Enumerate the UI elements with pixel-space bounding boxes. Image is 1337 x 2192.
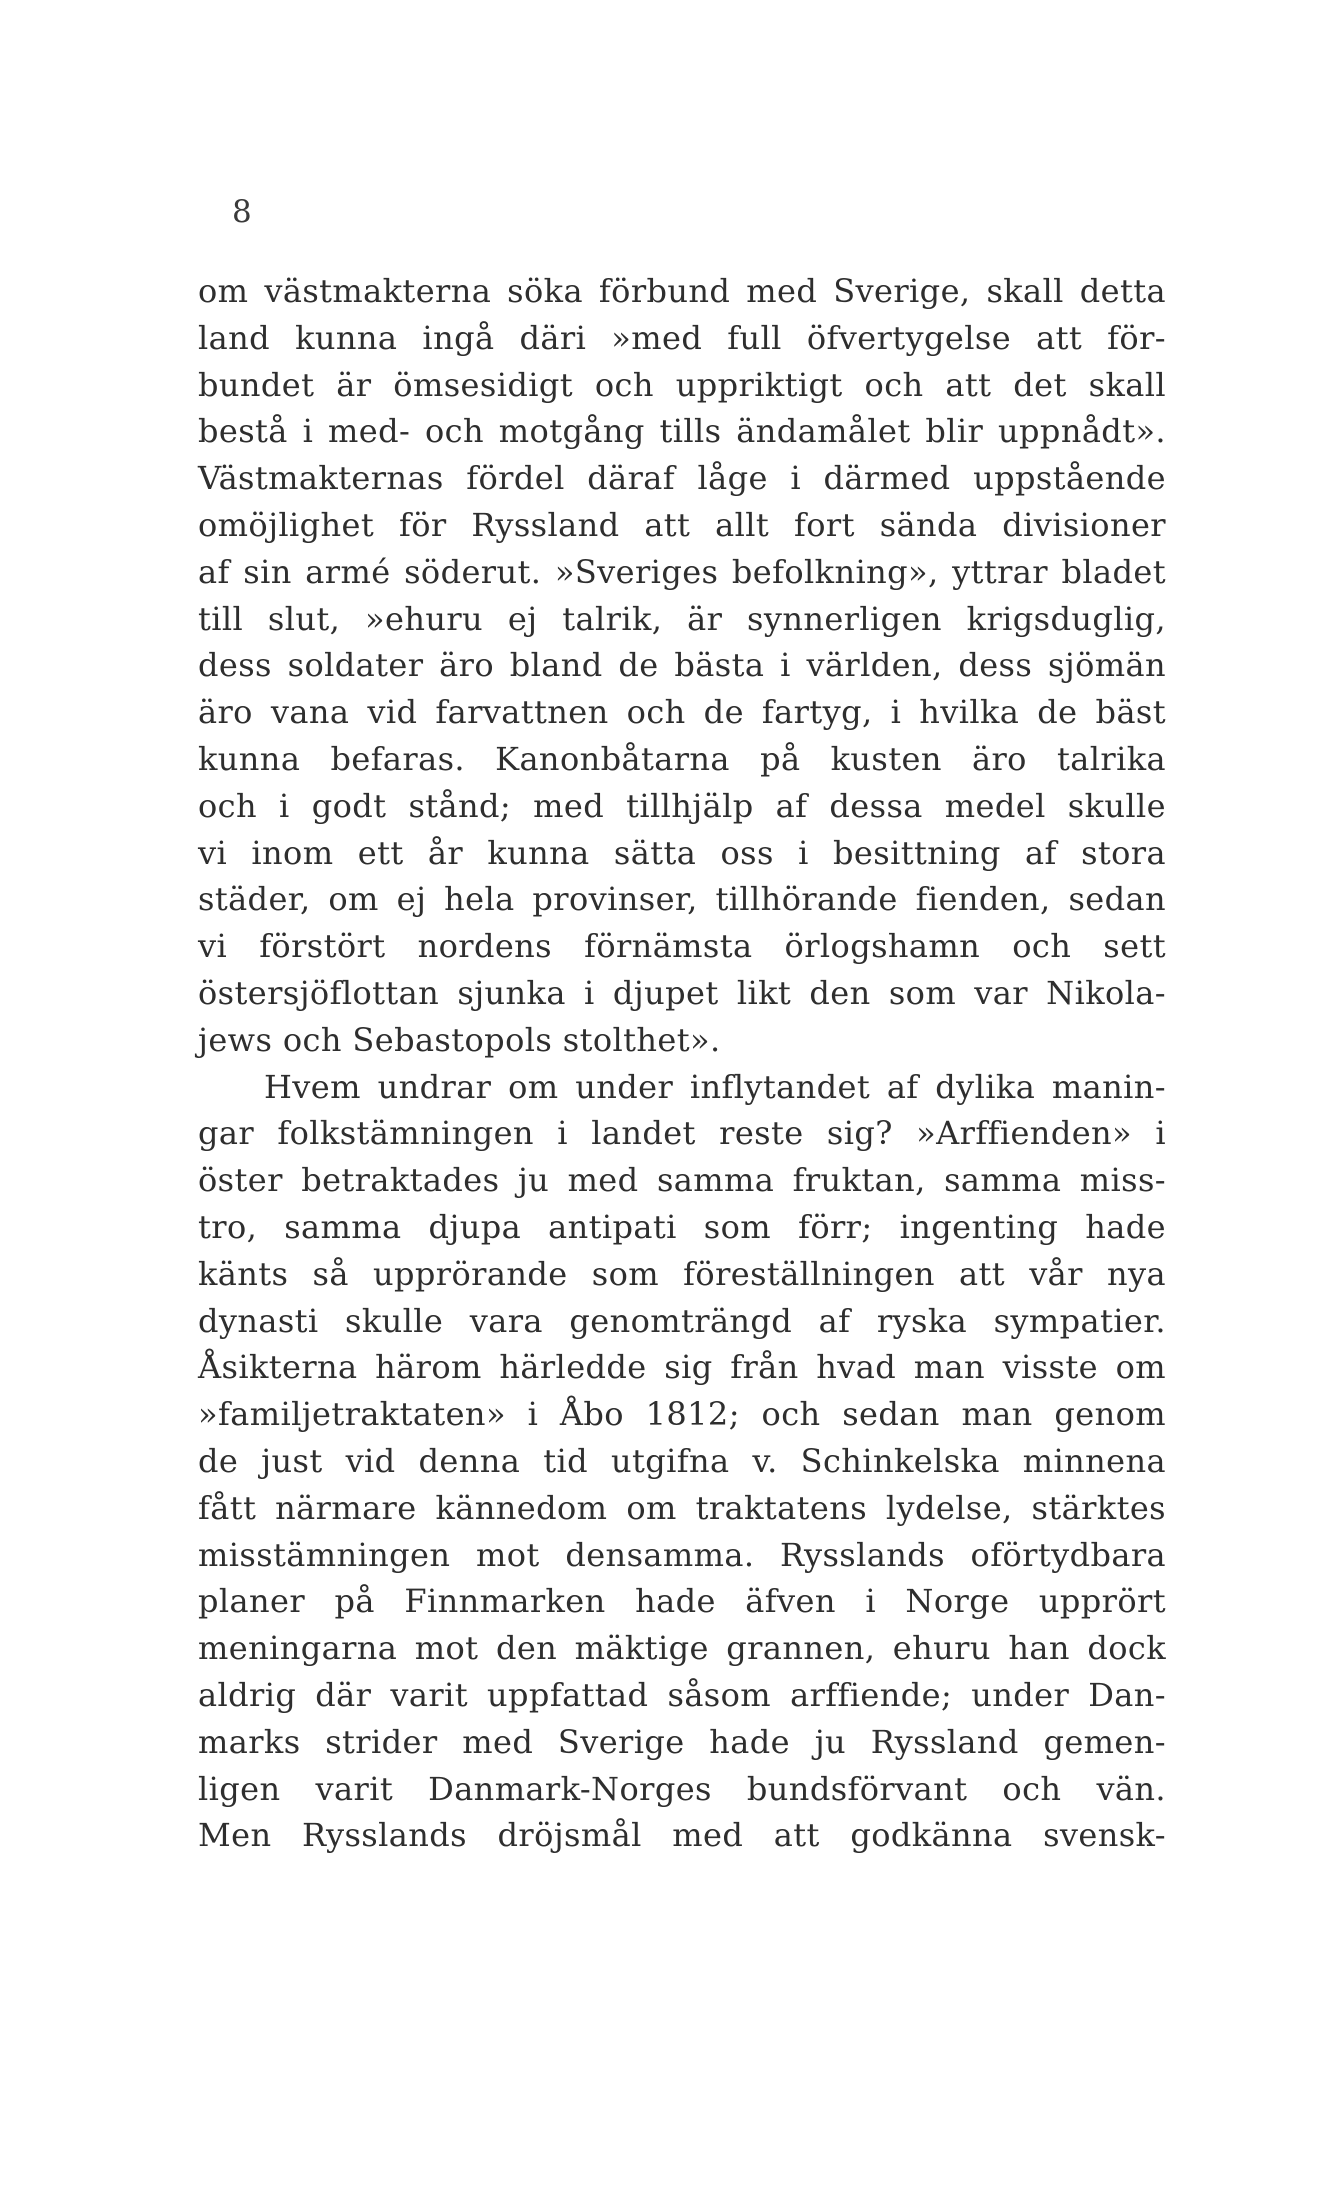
text-line: städer, om ej hela provinser, tillhörande fienden, sedan bbox=[198, 880, 1166, 919]
text-line: dess soldater äro bland de bästa i världen, dess sjömän bbox=[198, 646, 1166, 685]
text-line: planer på Finnmarken hade äfven i Norge upprört bbox=[198, 1582, 1166, 1621]
text-line: äro vana vid farvattnen och de fartyg, i hvilka de bäst bbox=[198, 693, 1166, 732]
text-line: Västmakternas fördel däraf låge i därmed uppstående bbox=[198, 459, 1166, 498]
text-line: Men Rysslands dröjsmål med att godkänna svensk- bbox=[198, 1816, 1166, 1855]
text-line: af sin armé söderut. »Sveriges befolkning», yttrar bladet bbox=[198, 552, 1166, 591]
text-line: känts så upprörande som föreställningen att vår nya bbox=[198, 1254, 1166, 1293]
text-line: fått närmare kännedom om traktatens lydelse, stärktes bbox=[198, 1488, 1166, 1527]
text-line: kunna befaras. Kanonbåtarna på kusten äro talrika bbox=[198, 739, 1166, 778]
paragraph-end-line: jews och Sebastopols stolthet». bbox=[198, 1020, 721, 1059]
text-line: till slut, »ehuru ej talrik, är synnerligen krigsduglig, bbox=[198, 599, 1166, 638]
text-line: bestå i med- och motgång tills ändamålet blir uppnådt». bbox=[198, 412, 1166, 451]
text-line: misstämningen mot densamma. Rysslands oförtydbara bbox=[198, 1535, 1166, 1574]
text-line: »familjetraktaten» i Åbo 1812; och sedan man genom bbox=[198, 1395, 1166, 1434]
text-line: dynasti skulle vara genomträngd af ryska sympatier. bbox=[198, 1301, 1166, 1340]
text-line: och i godt stånd; med tillhjälp af dessa medel skulle bbox=[198, 786, 1166, 825]
page-number: 8 bbox=[232, 194, 252, 230]
text-line: land kunna ingå däri »med full öfvertygelse att för- bbox=[198, 318, 1166, 357]
text-line: öster betraktades ju med samma fruktan, samma miss- bbox=[198, 1161, 1166, 1200]
text-line: vi inom ett år kunna sätta oss i besittning af stora bbox=[198, 833, 1166, 872]
text-line: de just vid denna tid utgifna v. Schinkelska minnena bbox=[198, 1441, 1166, 1480]
text-line: vi förstört nordens förnämsta örlogshamn och sett bbox=[198, 927, 1166, 966]
text-line: tro, samma djupa antipati som förr; ingenting hade bbox=[198, 1207, 1166, 1246]
text-line: gar folkstämningen i landet reste sig? »Arffienden» i bbox=[198, 1114, 1166, 1153]
text-line: omöjlighet för Ryssland att allt fort sända divisioner bbox=[198, 505, 1166, 544]
text-line: Åsikterna härom härledde sig från hvad man visste om bbox=[198, 1348, 1166, 1387]
text-line: marks strider med Sverige hade ju Ryssland gemen- bbox=[198, 1722, 1166, 1761]
text-line: om västmakterna söka förbund med Sverige, skall detta bbox=[198, 272, 1166, 310]
text-line: ligen varit Danmark-Norges bundsförvant och vän. bbox=[198, 1769, 1166, 1808]
text-line: bundet är ömsesidigt och uppriktigt och att det skall bbox=[198, 365, 1166, 404]
text-line: östersjöflottan sjunka i djupet likt den som var Nikola- bbox=[198, 973, 1166, 1012]
text-line: meningarna mot den mäktige grannen, ehuru han dock bbox=[198, 1629, 1166, 1668]
text-line: aldrig där varit uppfattad såsom arffiende; under Dan- bbox=[198, 1675, 1166, 1714]
paragraph-start-line: Hvem undrar om under inflytandet af dylika manin- bbox=[264, 1067, 1166, 1106]
body-text bbox=[198, 268, 1166, 1859]
